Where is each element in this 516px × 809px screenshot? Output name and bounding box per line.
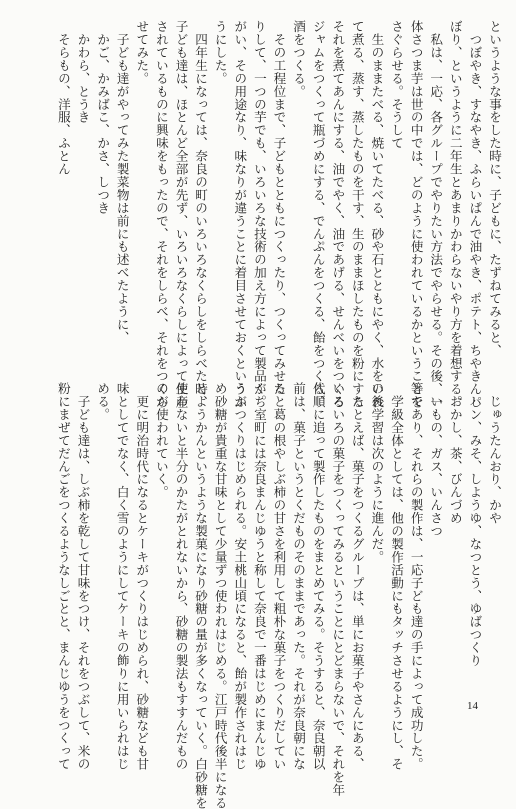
text-line: 使わないと半分のかたがとれないから、砂糖の製法もすすんだもの <box>173 382 189 771</box>
text-line: ると葛の根やしぶ柿の甘さを利用して粗朴な菓子をつくりだしてい <box>271 382 287 771</box>
text-line: のが使われていく。 <box>153 382 169 499</box>
text-line: とようかんというような製菓になり砂糖の量が多くなっていく。白砂糖を <box>193 382 209 809</box>
text-line: 味としてでなく、白く雪のようにしてケーキの飾りに用いられはじ <box>114 382 130 771</box>
text-line: パン、みそ、しようゆ、なつとう、ゆばつくり <box>467 382 483 667</box>
text-line: りして、一つの芋でも、いろいろな技術の加え方によって製品がち <box>251 20 267 409</box>
text-line: 子ども達は、ほとんど全部が先ず、いろいろなくらしによって生産 <box>173 20 189 409</box>
text-line: その工程位まで、子どもとともにつくったり、つくってみせた <box>271 20 287 396</box>
text-line: うにした。 <box>212 20 228 85</box>
text-line: 子ども達がやってみた製菜物は前にも述べたように、 <box>114 20 130 344</box>
text-line: 子ども達は、しぶ柿を乾して甘味をつけ、それをつぶして、米の <box>75 382 91 771</box>
text-line: おかし、茶、びんづめ <box>447 382 463 525</box>
text-line: がい、その用途なり、味なりが違うことに着目させておくというふ <box>232 20 248 409</box>
text-line: の後学習は次のように進んだ。 <box>369 382 385 564</box>
text-block-bottom <box>53 382 504 809</box>
text-line: うがつくりはじめられる。安土桃山頃になると、飴が製作されはじ <box>232 382 248 771</box>
text-line: て煮る、蒸す、蒸したものを干す、生のままほしたものを粉にする <box>349 20 365 409</box>
text-line: たとえば、菓子をつくるグループは、単にお菓子やさんにある、 <box>349 382 365 771</box>
text-line: 更に明治時代になるとケーキがつくりはじめられ、砂糖なども甘 <box>134 382 150 771</box>
text-line: 体さつま芋は世の中では、どのように使われているかということを <box>408 20 424 409</box>
text-line: ぼり、というように二年生とあまりかわらないやり方を着想する。 <box>447 20 463 409</box>
page-number: 14 <box>467 700 478 712</box>
text-line: 四年生になっては、奈良の町のいろいろなくらしをしらべた時、 <box>193 20 209 409</box>
text-line: いもの、ガス、いんさつ <box>428 382 444 538</box>
text-line: かご、かみばこ、かさ、しつき <box>95 20 111 215</box>
text-line: 生のままたべる、焼いてたべる、砂や石とともにやく、水をいれ <box>369 20 385 409</box>
text-line: そらもの、洋服、ふとん <box>55 20 71 176</box>
text-line: かわら、とうき <box>75 20 91 124</box>
text-line: さぐらせる。そうして <box>389 20 405 150</box>
text-line: 等であり、それらの製作は、一応子ども達の手によって成功した。 <box>408 382 424 771</box>
text-line: め砂糖が貴重な甘味として少量ずつ使われはじめる。江戸時代後半になる <box>212 382 228 809</box>
text-line: じゅうたんおり、かや <box>487 382 502 525</box>
text-line: というような事をした時に、子どもに、たずねてみると、 <box>487 20 502 357</box>
text-line: せてみた。 <box>134 20 150 85</box>
text-line: 学級全体としては、他の製作活動にもタッチさせるようにし、そ <box>389 382 405 771</box>
text-line: める。 <box>95 382 111 421</box>
text-line: 粉にまぜてだんごをつくるようなしごとと、まんじゆうをつくって <box>55 382 71 771</box>
text-line: 前は、菓子というとくだものそのままであった。それが奈良朝にな <box>291 382 307 771</box>
text-line: 酒をつくる。 <box>291 20 307 98</box>
text-line: 代順に追って製作したものをまとめてみる。そうすると、奈良朝以 <box>310 382 326 771</box>
text-line: く。室町には奈良まんじゆうと称して奈良で一番はじめにまんじゆ <box>251 382 267 771</box>
text-line: つぼやき、すなやき、ふらいぱんで油やき、ポテト、ちやきんし <box>467 20 483 409</box>
text-line: それを煮てあんにする、油でやく、油であげる、せんべいをつくる <box>330 20 346 409</box>
text-line: ジャムをつくって瓶づめにする、でんぷんをつくる、飴をつくる、 <box>310 20 326 409</box>
text-line: されているものに興味をもったので、それをしらべ、それをつくら <box>153 20 169 409</box>
text-line: いろいろの菓子をつくってみるということにとどまらないで、それを年 <box>330 382 346 797</box>
text-line: 私は、一応、各グループでやりたい方法でやらせる。その後、一 <box>428 20 444 409</box>
